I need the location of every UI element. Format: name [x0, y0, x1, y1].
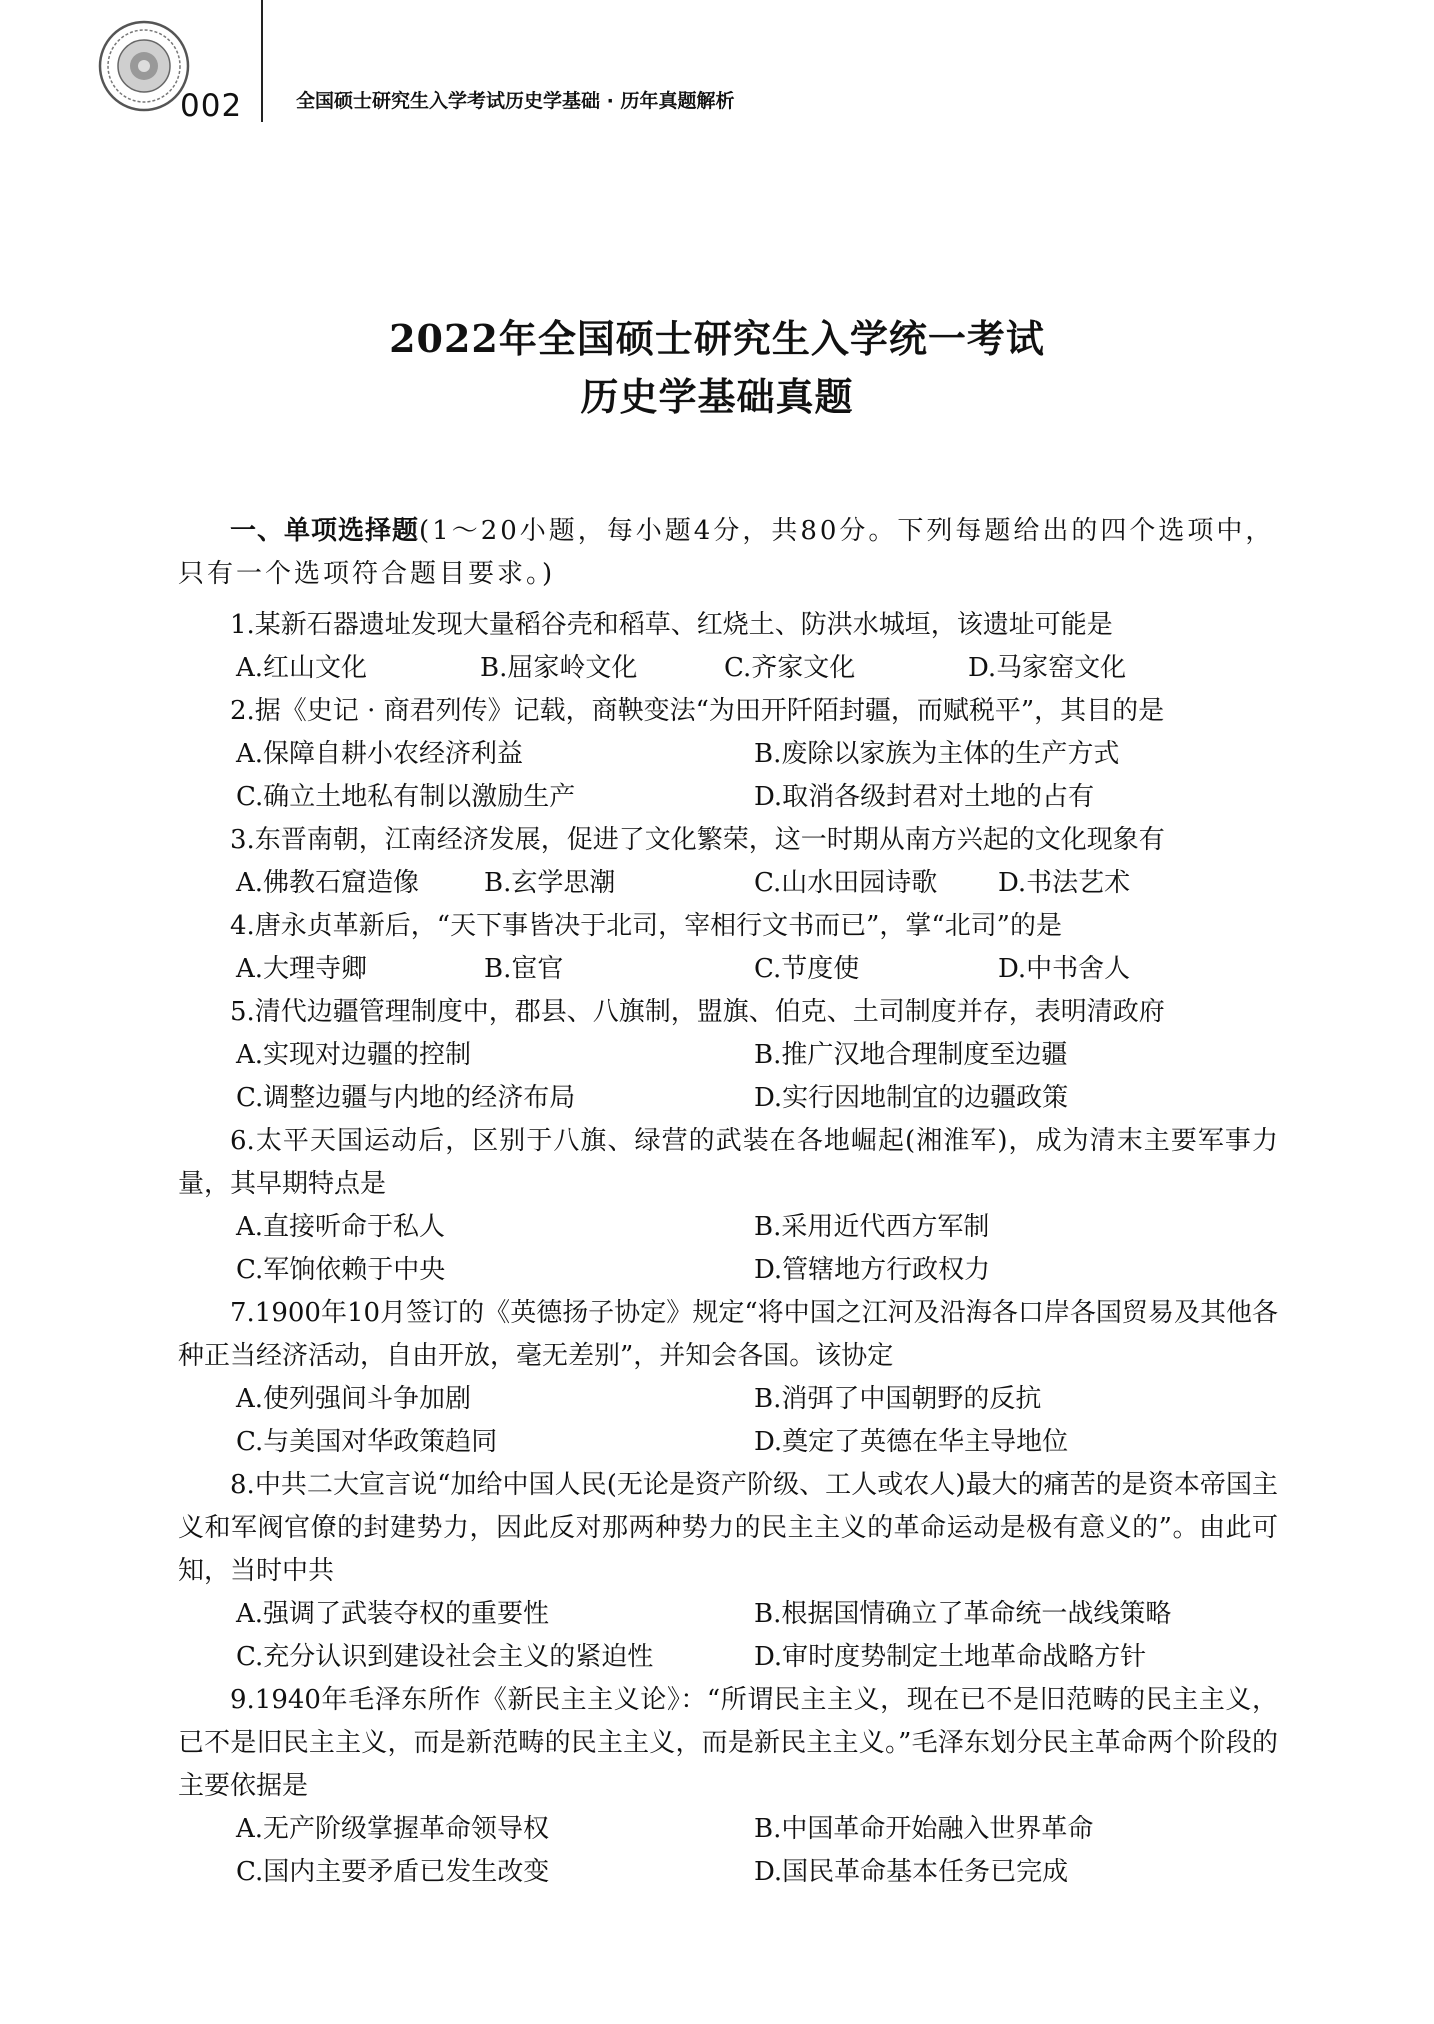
question-4 — [178, 905, 1278, 991]
option-row — [178, 948, 1278, 991]
option-row — [178, 1593, 1278, 1636]
option-c: C.充分认识到建设社会主义的紧迫性 — [236, 1642, 654, 1672]
question-stem: 7.1900年10月签订的《英德扬子协定》规定“将中国之江河及沿海各口岸各国贸易及其他各种正当经济活动，自由开放，毫无差别”，并知会各国。该协定 — [178, 1298, 1278, 1371]
page-number: 002 — [180, 88, 243, 124]
option-b: B.根据国情确立了革命统一战线策略 — [754, 1599, 1172, 1629]
option-b: B.采用近代西方军制 — [754, 1212, 990, 1242]
option-row — [178, 647, 1278, 690]
option-d: D.国民革命基本任务已完成 — [754, 1857, 1069, 1887]
option-d: D.中书舍人 — [998, 954, 1131, 984]
option-row — [178, 776, 1278, 819]
option-a: A.无产阶级掌握革命领导权 — [236, 1814, 550, 1844]
option-a: A.直接听命于私人 — [236, 1212, 446, 1242]
header-divider — [261, 0, 263, 122]
question-5 — [178, 991, 1278, 1120]
option-d: D.管辖地方行政权力 — [754, 1255, 991, 1285]
question-stem: 4.唐永贞革新后，“天下事皆决于北司，宰相行文书而已”，掌“北司”的是 — [230, 911, 1062, 941]
option-row — [178, 1808, 1278, 1851]
section-heading — [178, 510, 1278, 596]
question-6 — [178, 1120, 1278, 1292]
option-c: C.山水田园诗歌 — [754, 868, 938, 898]
library-seal-stamp — [96, 18, 192, 114]
question-stem: 8.中共二大宣言说“加给中国人民(无论是资产阶级、工人或农人)最大的痛苦的是资本帝国主义和军阀官僚的封建势力，因此反对那两种势力的民主主义的革命运动是极有意义的”。由此可知，当时中共 — [178, 1470, 1278, 1586]
option-row — [178, 1636, 1278, 1679]
question-list — [178, 510, 1278, 1894]
option-b: B.废除以家族为主体的生产方式 — [754, 739, 1120, 769]
option-row — [178, 862, 1278, 905]
option-b: B.玄学思潮 — [484, 868, 616, 898]
section-instruction: (1～20小题，每小题4分，共80分。下列每题给出的四个选项中，只有一个选项符合题目要求。) — [178, 516, 1275, 589]
question-stem: 6.太平天国运动后，区别于八旗、绿营的武装在各地崛起(湘淮军)，成为清末主要军事力量，其早期特点是 — [178, 1126, 1278, 1199]
option-a: A.大理寺卿 — [236, 954, 368, 984]
option-a: A.佛教石窟造像 — [236, 868, 420, 898]
question-8 — [178, 1464, 1278, 1679]
question-7 — [178, 1292, 1278, 1464]
question-1 — [178, 604, 1278, 690]
option-row — [178, 1421, 1278, 1464]
option-c: C.节度使 — [754, 954, 860, 984]
option-row — [178, 733, 1278, 776]
option-a: A.红山文化 — [236, 653, 368, 683]
option-row — [178, 1378, 1278, 1421]
option-c: C.与美国对华政策趋同 — [236, 1427, 498, 1457]
option-d: D.审时度势制定土地革命战略方针 — [754, 1642, 1147, 1672]
option-row — [178, 1206, 1278, 1249]
option-d: D.奠定了英德在华主导地位 — [754, 1427, 1069, 1457]
question-stem: 5.清代边疆管理制度中，郡县、八旗制，盟旗、伯克、土司制度并存，表明清政府 — [230, 997, 1165, 1027]
option-c: C.齐家文化 — [724, 653, 856, 683]
option-row — [178, 1851, 1278, 1894]
option-a: A.保障自耕小农经济利益 — [236, 739, 524, 769]
exam-subtitle: 历史学基础真题 — [580, 374, 854, 419]
option-c: C.军饷依赖于中央 — [236, 1255, 446, 1285]
option-a: A.使列强间斗争加剧 — [236, 1384, 472, 1414]
option-b: B.消弭了中国朝野的反抗 — [754, 1384, 1042, 1414]
running-header: 全国硕士研究生入学考试历史学基础 · 历年真题解析 — [296, 90, 735, 112]
option-d: D.书法艺术 — [998, 868, 1131, 898]
option-b: B.宦官 — [484, 954, 564, 984]
option-b: B.推广汉地合理制度至边疆 — [754, 1040, 1068, 1070]
question-stem: 3.东晋南朝，江南经济发展，促进了文化繁荣，这一时期从南方兴起的文化现象有 — [230, 825, 1165, 855]
exam-title: 2022年全国硕士研究生入学统一考试 — [389, 316, 1045, 361]
option-d: D.取消各级封君对土地的占有 — [754, 782, 1095, 812]
question-stem: 2.据《史记 · 商君列传》记载，商鞅变法“为田开阡陌封疆，而赋税平”，其目的是 — [230, 696, 1165, 726]
option-c: C.调整边疆与内地的经济布局 — [236, 1083, 576, 1113]
question-stem: 9.1940年毛泽东所作《新民主主义论》：“所谓民主主义，现在已不是旧范畴的民主主义，已不是旧民主主义，而是新范畴的民主主义，而是新民主主义。”毛泽东划分民主革命两个阶段的主要依据是 — [178, 1685, 1278, 1801]
option-d: D.实行因地制宜的边疆政策 — [754, 1083, 1069, 1113]
question-2 — [178, 690, 1278, 819]
section-title: 一、单项选择题 — [230, 516, 420, 546]
option-c: C.确立土地私有制以激励生产 — [236, 782, 576, 812]
question-3 — [178, 819, 1278, 905]
option-a: A.实现对边疆的控制 — [236, 1040, 472, 1070]
question-stem: 1.某新石器遗址发现大量稻谷壳和稻草、红烧土、防洪水城垣，该遗址可能是 — [230, 610, 1113, 640]
option-c: C.国内主要矛盾已发生改变 — [236, 1857, 550, 1887]
question-9 — [178, 1679, 1278, 1894]
option-d: D.马家窑文化 — [968, 653, 1127, 683]
option-b: B.屈家岭文化 — [480, 653, 638, 683]
option-b: B.中国革命开始融入世界革命 — [754, 1814, 1094, 1844]
option-row — [178, 1077, 1278, 1120]
option-row — [178, 1249, 1278, 1292]
option-row — [178, 1034, 1278, 1077]
option-a: A.强调了武装夺权的重要性 — [236, 1599, 550, 1629]
